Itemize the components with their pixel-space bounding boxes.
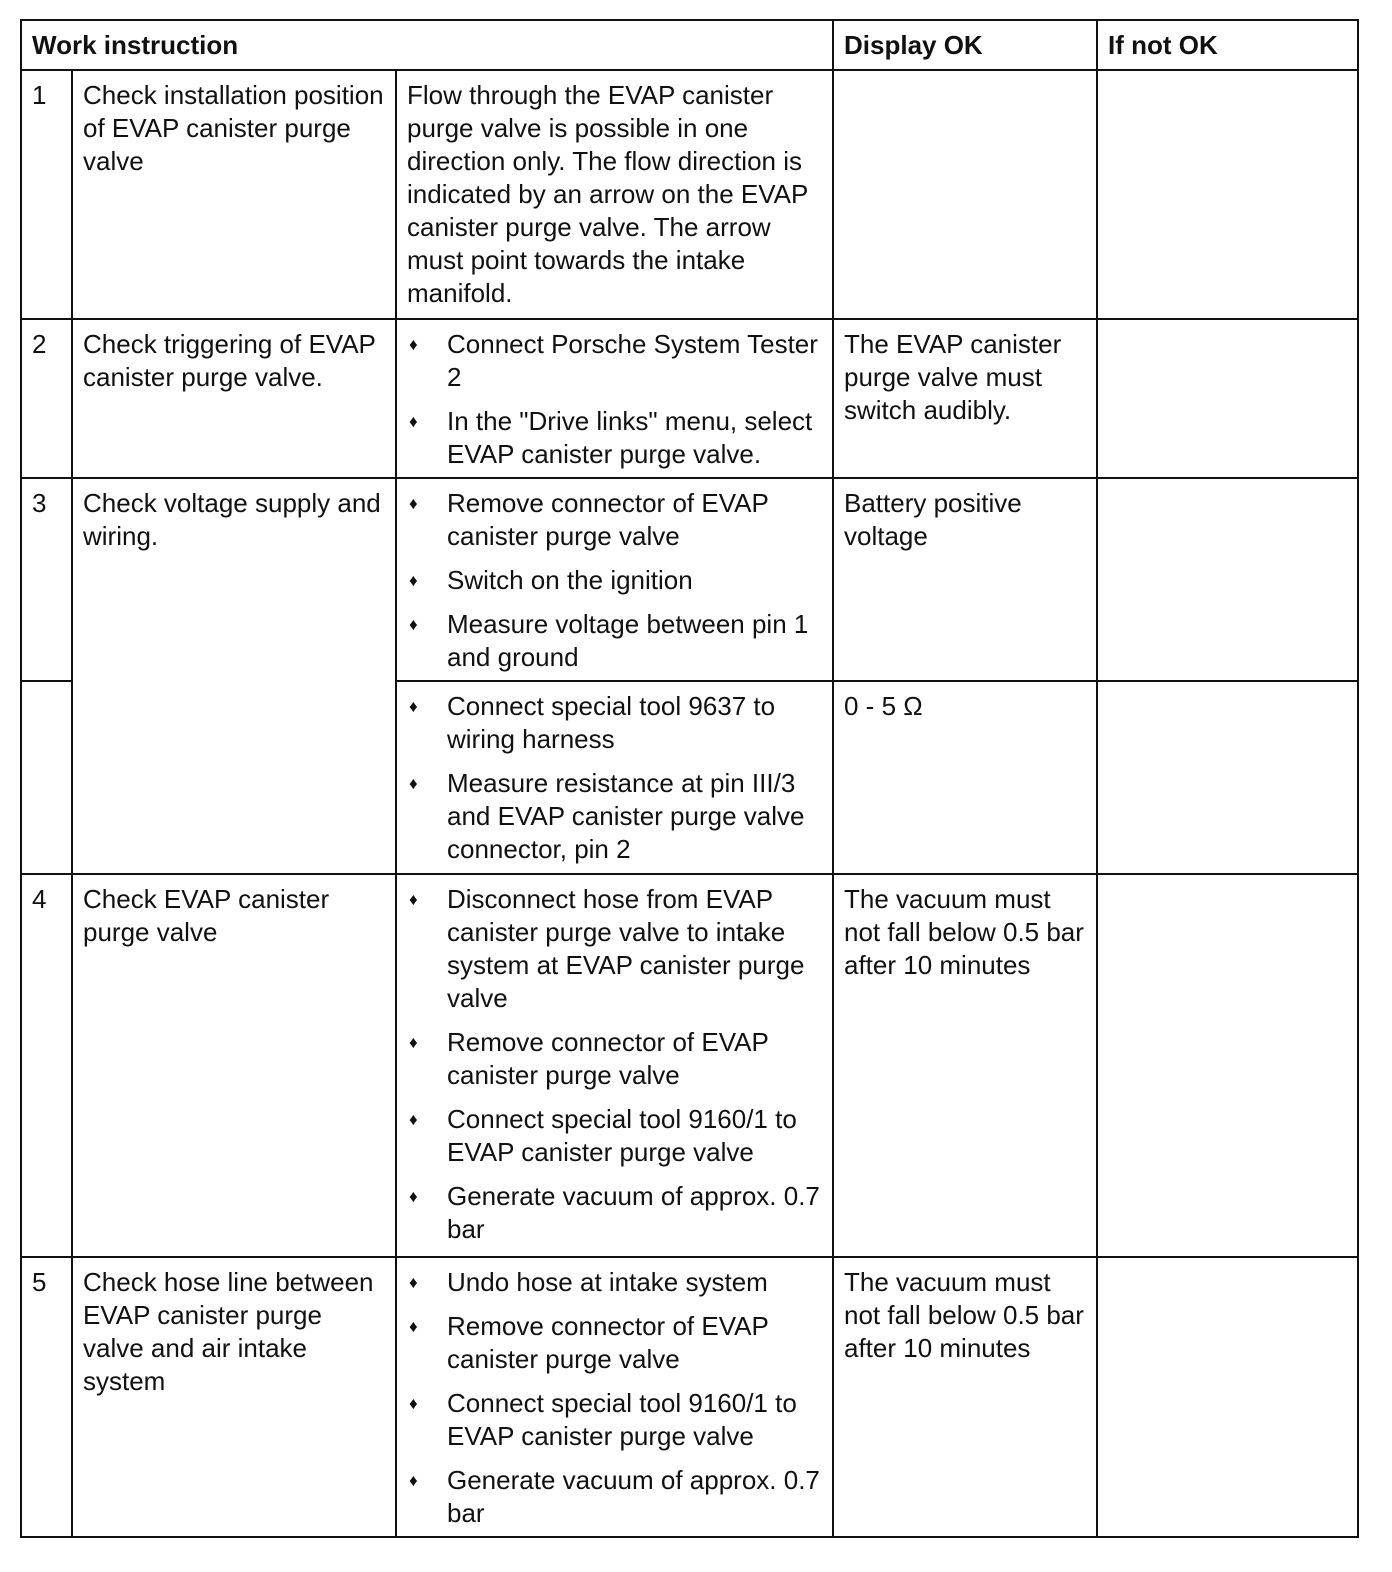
if-not-ok-cell [1097, 681, 1358, 874]
list-item [407, 1387, 822, 1453]
step-actions [396, 681, 833, 874]
work-instruction-table [20, 19, 1359, 1538]
list-item [407, 1103, 822, 1169]
if-not-ok-cell [1097, 1257, 1358, 1537]
action-list [407, 1266, 822, 1530]
bullet-icon: ♦ [409, 412, 418, 431]
list-item [407, 1266, 822, 1299]
if-not-ok-cell [1097, 478, 1358, 681]
step-title: Check triggering of EVAP canister purge valve. [72, 319, 396, 478]
bullet-icon: ♦ [409, 1110, 418, 1129]
header-display-ok: Display OK [833, 20, 1097, 70]
bullet-icon: ♦ [409, 1394, 418, 1413]
list-item [407, 1180, 822, 1246]
bullet-icon: ♦ [409, 1317, 418, 1336]
action-text: Remove connector of EVAP canister purge valve [447, 1311, 769, 1374]
step-title: Check hose line between EVAP canister purge valve and air intake system [72, 1257, 396, 1537]
step-detail: Flow through the EVAP canister purge valve is possible in one direction only. The flow direction is indicated by an arrow on the EVAP canister purge valve. The arrow must point towards the intake manifold. [396, 70, 833, 319]
action-text: Connect special tool 9160/1 to EVAP canister purge valve [447, 1388, 797, 1451]
list-item [407, 405, 822, 471]
action-list [407, 690, 822, 866]
bullet-icon: ♦ [409, 335, 418, 354]
step-number: 5 [21, 1257, 72, 1537]
bullet-icon: ♦ [409, 890, 418, 909]
if-not-ok-cell [1097, 874, 1358, 1257]
step-number: 4 [21, 874, 72, 1257]
step-title: Check EVAP canister purge valve [72, 874, 396, 1257]
bullet-icon: ♦ [409, 1187, 418, 1206]
table-row [21, 1257, 1358, 1537]
step-number: 1 [21, 70, 72, 319]
list-item [407, 883, 822, 1015]
action-text: Measure resistance at pin III/3 and EVAP canister purge valve connector, pin 2 [447, 768, 805, 864]
bullet-icon: ♦ [409, 774, 418, 793]
list-item [407, 608, 822, 674]
bullet-icon: ♦ [409, 571, 418, 590]
step-number: 2 [21, 319, 72, 478]
list-item [407, 487, 822, 553]
step-actions [396, 478, 833, 681]
header-row [21, 20, 1358, 70]
step-number: 3 [21, 478, 72, 681]
display-ok-cell [833, 70, 1097, 319]
action-text: Remove connector of EVAP canister purge valve [447, 488, 769, 551]
list-item [407, 564, 822, 597]
action-text: Remove connector of EVAP canister purge valve [447, 1027, 769, 1090]
list-item [407, 767, 822, 866]
list-item [407, 328, 822, 394]
action-text: Generate vacuum of approx. 0.7 bar [447, 1181, 820, 1244]
display-ok-cell: Battery positive voltage [833, 478, 1097, 681]
step-number [21, 681, 72, 874]
action-list [407, 883, 822, 1246]
table-row [21, 478, 1358, 681]
action-text: Disconnect hose from EVAP canister purge valve to intake system at EVAP canister purge valve [447, 884, 805, 1013]
table-row [21, 70, 1358, 319]
list-item [407, 1464, 822, 1530]
action-text: In the "Drive links" menu, select EVAP canister purge valve. [447, 406, 813, 469]
bullet-icon: ♦ [409, 615, 418, 634]
list-item [407, 1310, 822, 1376]
action-list [407, 487, 822, 674]
action-text: Measure voltage between pin 1 and ground [447, 609, 809, 672]
display-ok-cell: 0 - 5 Ω [833, 681, 1097, 874]
list-item [407, 1026, 822, 1092]
bullet-icon: ♦ [409, 1273, 418, 1292]
action-text: Connect Porsche System Tester 2 [447, 329, 818, 392]
action-text: Connect special tool 9637 to wiring harness [447, 691, 776, 754]
if-not-ok-cell [1097, 319, 1358, 478]
action-text: Connect special tool 9160/1 to EVAP canister purge valve [447, 1104, 797, 1167]
step-actions [396, 319, 833, 478]
bullet-icon: ♦ [409, 1033, 418, 1052]
bullet-icon: ♦ [409, 697, 418, 716]
list-item [407, 690, 822, 756]
display-ok-cell: The EVAP canister purge valve must switch audibly. [833, 319, 1097, 478]
if-not-ok-cell [1097, 70, 1358, 319]
action-text: Switch on the ignition [447, 565, 693, 595]
bullet-icon: ♦ [409, 1471, 418, 1490]
action-text: Undo hose at intake system [447, 1267, 768, 1297]
action-list [407, 328, 822, 471]
action-text: Generate vacuum of approx. 0.7 bar [447, 1465, 820, 1528]
display-ok-cell: The vacuum must not fall below 0.5 bar after 10 minutes [833, 1257, 1097, 1537]
step-title: Check installation position of EVAP canister purge valve [72, 70, 396, 319]
step-title: Check voltage supply and wiring. [72, 478, 396, 874]
header-if-not-ok: If not OK [1097, 20, 1358, 70]
step-actions [396, 1257, 833, 1537]
table-row [21, 874, 1358, 1257]
bullet-icon: ♦ [409, 494, 418, 513]
table-row [21, 319, 1358, 478]
display-ok-cell: The vacuum must not fall below 0.5 bar after 10 minutes [833, 874, 1097, 1257]
header-work-instruction: Work instruction [21, 20, 833, 70]
step-actions [396, 874, 833, 1257]
